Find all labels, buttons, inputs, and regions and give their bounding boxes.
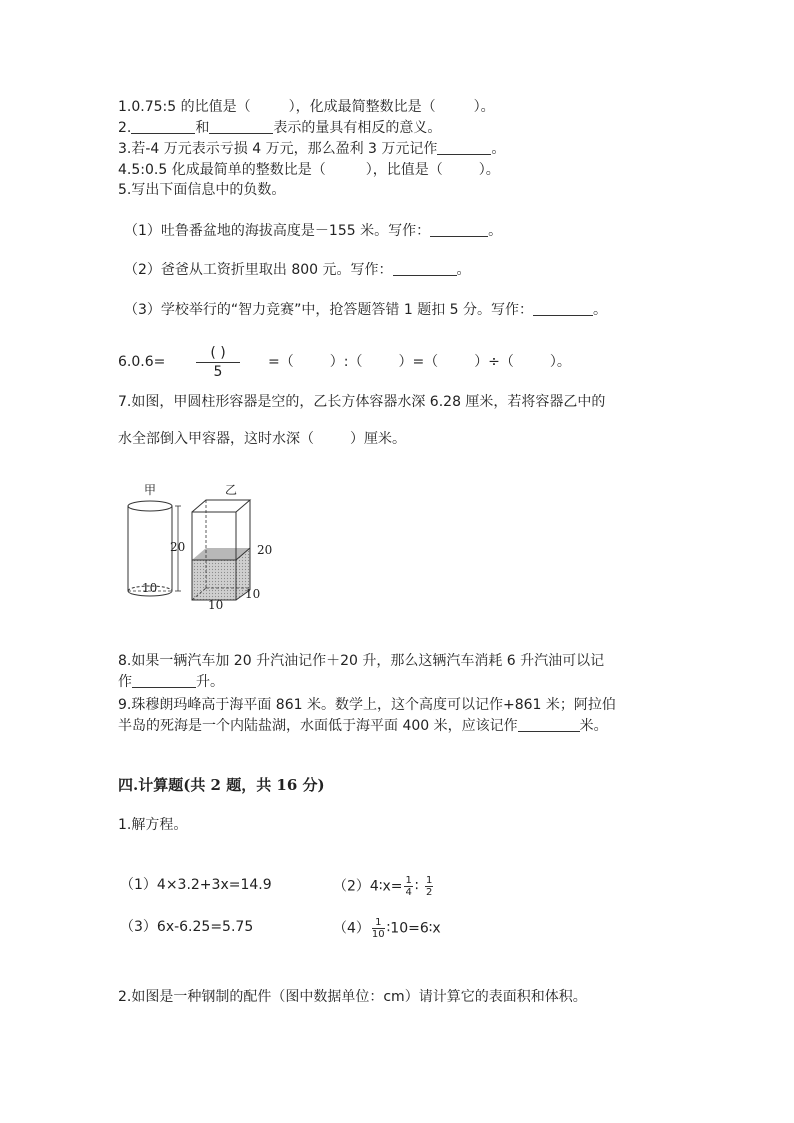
fraction: $\frac{1}{2}$	[425, 875, 433, 898]
equation-2: （2）4∶x= $\frac{1}{4}$ ∶ $\frac{1}{2}$	[333, 875, 433, 898]
box-height-label: 20	[257, 543, 273, 557]
fraction: $\frac{1}{4}$	[405, 875, 412, 898]
question-5-item-3: （3）学校举行的“智力竞赛”中，抢答题答错 1 题扣 5 分。写作： 。	[124, 302, 608, 318]
question-5-title: 5.写出下面信息中的负数。	[118, 182, 286, 198]
container-figure	[112, 478, 292, 613]
question-7-line-2: 水全部倒入甲容器，这时水深（ ）厘米。	[118, 431, 406, 447]
answer-blank[interactable]	[518, 717, 580, 732]
question-8-line-1: 8.如果一辆汽车加 20 升汽油记作＋20 升，那么这辆汽车消耗 6 升汽油可以记	[118, 653, 605, 669]
question-3: 3.若-4 万元表示亏损 4 万元，那么盈利 3 万元记作 。	[118, 141, 506, 157]
box-depth-label: 10	[245, 587, 261, 601]
question-4: 4.5:0.5 化成最简单的整数比是（ ），比值是（ ）。	[118, 162, 500, 178]
question-6-fraction: ( ) 5	[196, 344, 240, 381]
label-yi: 乙	[225, 483, 238, 497]
box-width-label: 10	[208, 598, 224, 612]
question-2: 2. 和 表示的量具有相反的意义。	[118, 120, 442, 136]
answer-blank[interactable]	[533, 301, 593, 316]
question-9-line-1: 9.珠穆朗玛峰高于海平面 861 米。数学上，这个高度可以记作+861 米；阿拉伯	[118, 697, 616, 713]
equation-3: （3）6x-6.25=5.75	[120, 919, 254, 935]
answer-blank[interactable]	[430, 222, 488, 237]
section-title: 四.计算题(共 2 题，共 16 分)	[118, 776, 325, 794]
question-5-item-2: （2）爸爸从工资折里取出 800 元。写作： 。	[124, 262, 471, 278]
question-5-item-1: （1）吐鲁番盆地的海拔高度是－155 米。写作： 。	[124, 223, 503, 239]
label-jia: 甲	[144, 483, 157, 497]
cylinder-height-label: 20	[170, 540, 186, 554]
box-yi	[192, 500, 250, 600]
calc-2-title: 2.如图是一种钢制的配件（图中数据单位：cm）请计算它的表面积和体积。	[118, 989, 587, 1005]
answer-blank[interactable]	[132, 673, 196, 688]
question-7-line-1: 7.如图，甲圆柱形容器是空的，乙长方体容器水深 6.28 厘米，若将容器乙中的	[118, 394, 606, 410]
answer-blank[interactable]	[437, 140, 491, 155]
equation-1: （1）4×3.2+3x=14.9	[120, 877, 272, 893]
question-6-lead: 6.0.6=	[118, 354, 166, 370]
answer-blank[interactable]	[209, 119, 273, 134]
question-9-line-2: 半岛的死海是一个内陆盐湖，水面低于海平面 400 米，应该记作 米。	[118, 718, 608, 734]
question-1: 1.0.75:5 的比值是（ ），化成最简整数比是（ ）。	[118, 99, 495, 115]
question-6-ratio: =（ ）:（ ）=（ ）÷（ ）。	[268, 354, 571, 370]
question-8-line-2: 作 升。	[118, 674, 224, 690]
answer-blank[interactable]	[131, 119, 195, 134]
answer-blank[interactable]	[393, 261, 457, 276]
calc-1-title: 1.解方程。	[118, 817, 188, 833]
fraction: $\frac{1}{10}$	[371, 917, 385, 940]
cylinder-diameter-label: 10	[142, 581, 158, 595]
equation-4: （4） $\frac{1}{10}$ ∶10=6∶x	[333, 917, 441, 940]
